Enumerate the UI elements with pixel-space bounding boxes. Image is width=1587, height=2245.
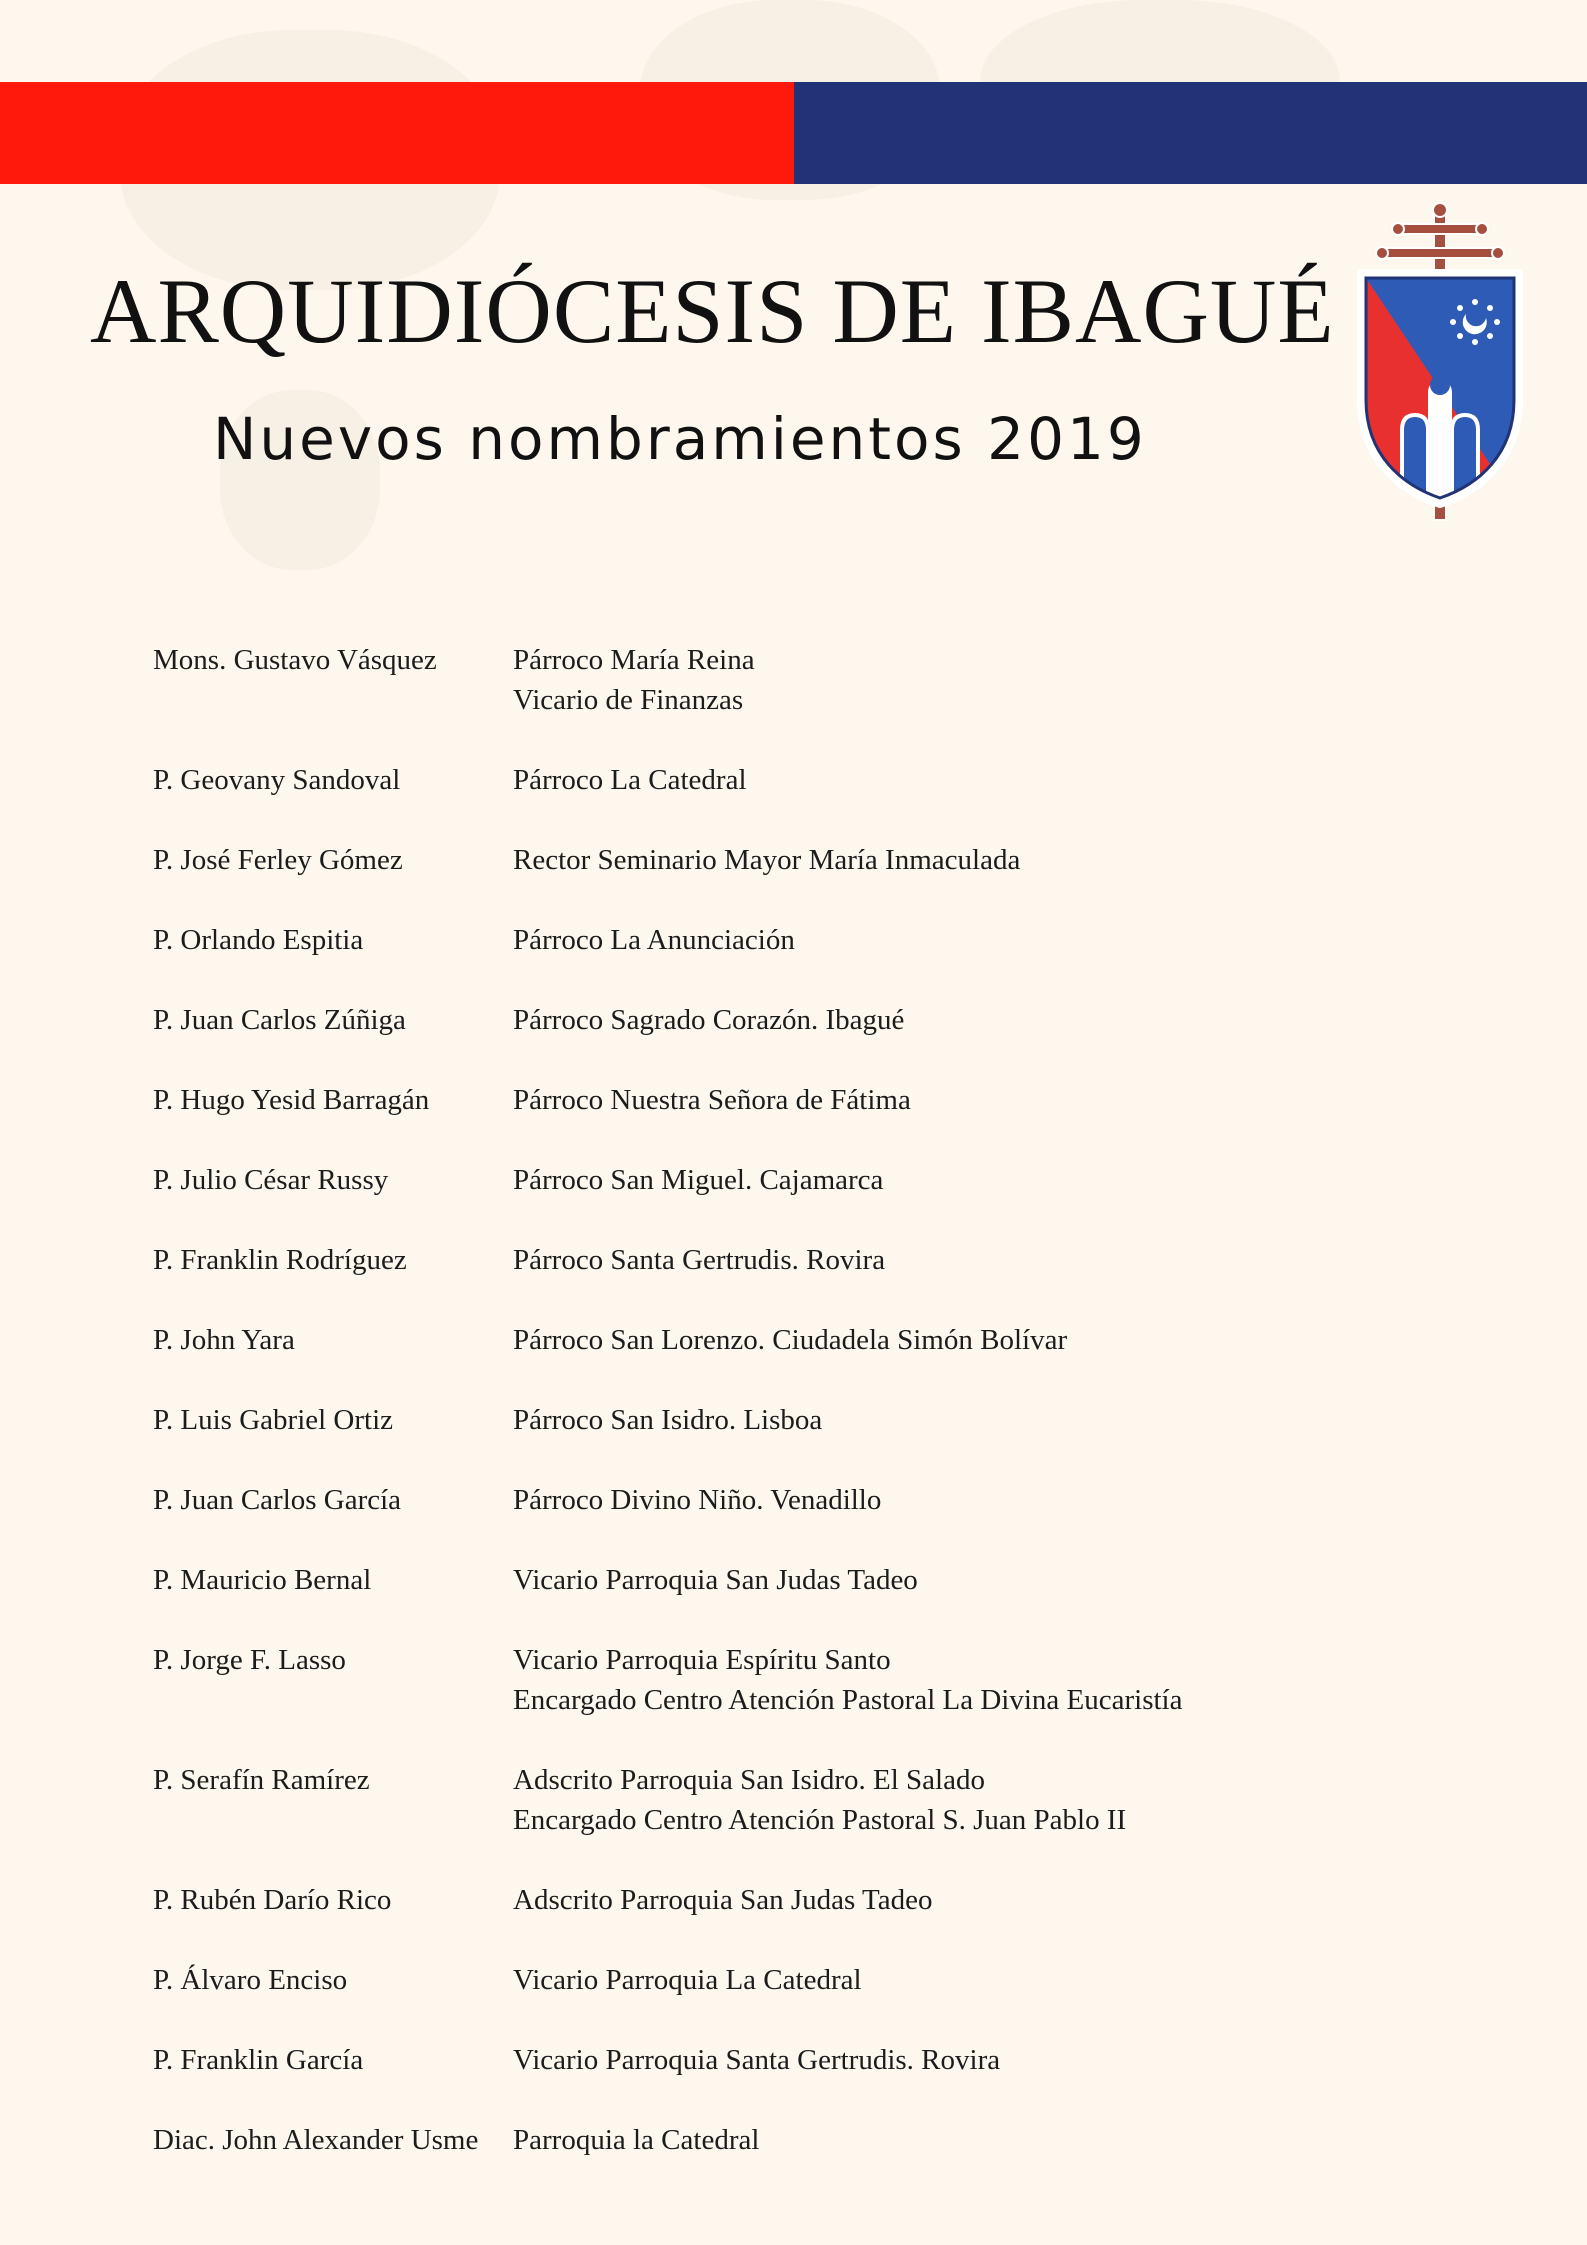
appointee-name: P. Franklin Rodríguez — [153, 1244, 407, 1276]
appointee-name: P. John Yara — [153, 1324, 295, 1356]
appointment-roles — [513, 1480, 1503, 1520]
appointments-list — [153, 640, 1503, 2160]
appointee-name: P. Juan Carlos Zúñiga — [153, 1004, 406, 1036]
appointee-name: P. Orlando Espitia — [153, 924, 364, 956]
appointment-role: Párroco Nuestra Señora de Fátima — [513, 1084, 911, 1116]
appointment-roles — [513, 1000, 1503, 1040]
appointee-name: P. Hugo Yesid Barragán — [153, 1084, 430, 1116]
appointment-row — [153, 1000, 1503, 1040]
appointment-roles — [513, 920, 1503, 960]
appointment-row — [153, 1640, 1503, 1720]
appointee-name: Mons. Gustavo Vásquez — [153, 644, 437, 676]
appointment-role: Encargado Centro Atención Pastoral S. Juan Pablo II — [513, 1804, 1127, 1836]
appointment-roles — [513, 760, 1503, 800]
header-band-red — [0, 82, 794, 184]
appointee-name: P. Serafín Ramírez — [153, 1764, 370, 1796]
appointment-roles — [513, 640, 1503, 720]
appointment-role: Vicario Parroquia Espíritu Santo — [513, 1644, 891, 1676]
appointee-name: P. José Ferley Gómez — [153, 844, 403, 876]
page-subtitle: Nuevos nombramientos 2019 — [213, 405, 1147, 473]
appointment-roles — [513, 2040, 1503, 2080]
appointment-role: Encargado Centro Atención Pastoral La Divina Eucaristía — [513, 1684, 1183, 1716]
appointee-name: P. Julio César Russy — [153, 1164, 389, 1196]
appointment-role: Vicario Parroquia La Catedral — [513, 1964, 862, 1996]
appointee-name: P. Mauricio Bernal — [153, 1564, 372, 1596]
appointee-name: P. Jorge F. Lasso — [153, 1644, 346, 1676]
appointment-row — [153, 840, 1503, 880]
appointment-role: Vicario Parroquia San Judas Tadeo — [513, 1564, 918, 1596]
appointment-roles — [513, 1320, 1503, 1360]
appointment-role: Párroco Santa Gertrudis. Rovira — [513, 1244, 886, 1276]
appointment-roles — [513, 1760, 1503, 1840]
appointment-role: Párroco La Anunciación — [513, 924, 795, 956]
appointment-row — [153, 760, 1503, 800]
appointment-role: Adscrito Parroquia San Isidro. El Salado — [513, 1764, 985, 1796]
appointment-roles — [513, 1160, 1503, 1200]
appointment-roles — [513, 2120, 1503, 2160]
appointee-name: P. Rubén Darío Rico — [153, 1884, 392, 1916]
appointment-role: Adscrito Parroquia San Judas Tadeo — [513, 1884, 933, 1916]
appointment-row — [153, 2120, 1503, 2160]
appointee-name: Diac. John Alexander Usme — [153, 2124, 479, 2156]
appointment-roles — [513, 1560, 1503, 1600]
appointment-role: Vicario de Finanzas — [513, 684, 744, 716]
appointment-roles — [513, 1960, 1503, 2000]
archdiocese-coat-of-arms-icon — [1340, 200, 1540, 530]
appointment-roles — [513, 1400, 1503, 1440]
appointment-role: Párroco Divino Niño. Venadillo — [513, 1484, 882, 1516]
appointment-row — [153, 920, 1503, 960]
appointment-roles — [513, 1880, 1503, 1920]
appointee-name: P. Geovany Sandoval — [153, 764, 401, 796]
appointment-role: Párroco San Miguel. Cajamarca — [513, 1164, 884, 1196]
appointment-role: Párroco María Reina — [513, 644, 755, 676]
appointment-row — [153, 1320, 1503, 1360]
appointment-roles — [513, 1240, 1503, 1280]
appointment-row — [153, 1880, 1503, 1920]
appointment-role: Párroco San Isidro. Lisboa — [513, 1404, 823, 1436]
appointment-row — [153, 2040, 1503, 2080]
appointment-row — [153, 1960, 1503, 2000]
appointment-role: Párroco San Lorenzo. Ciudadela Simón Bolívar — [513, 1324, 1068, 1356]
header-band-blue — [794, 82, 1587, 184]
appointment-roles — [513, 840, 1503, 880]
appointment-row — [153, 1240, 1503, 1280]
appointment-roles — [513, 1080, 1503, 1120]
appointee-name: P. Juan Carlos García — [153, 1484, 402, 1516]
appointment-role: Vicario Parroquia Santa Gertrudis. Rovira — [513, 2044, 1001, 2076]
appointment-role: Párroco Sagrado Corazón. Ibagué — [513, 1004, 905, 1036]
appointment-row — [153, 1760, 1503, 1840]
appointment-row — [153, 1080, 1503, 1120]
appointment-roles — [513, 1640, 1503, 1720]
appointee-name: P. Franklin García — [153, 2044, 364, 2076]
appointment-role: Rector Seminario Mayor María Inmaculada — [513, 844, 1021, 876]
appointment-role: Párroco La Catedral — [513, 764, 747, 796]
appointment-role: Parroquia la Catedral — [513, 2124, 760, 2156]
appointment-row — [153, 1160, 1503, 1200]
appointment-row — [153, 640, 1503, 720]
page-title: ARQUIDIÓCESIS DE IBAGUÉ — [90, 260, 1335, 362]
appointment-row — [153, 1560, 1503, 1600]
appointment-row — [153, 1480, 1503, 1520]
appointment-row — [153, 1400, 1503, 1440]
appointee-name: P. Álvaro Enciso — [153, 1964, 348, 1996]
appointee-name: P. Luis Gabriel Ortiz — [153, 1404, 394, 1436]
